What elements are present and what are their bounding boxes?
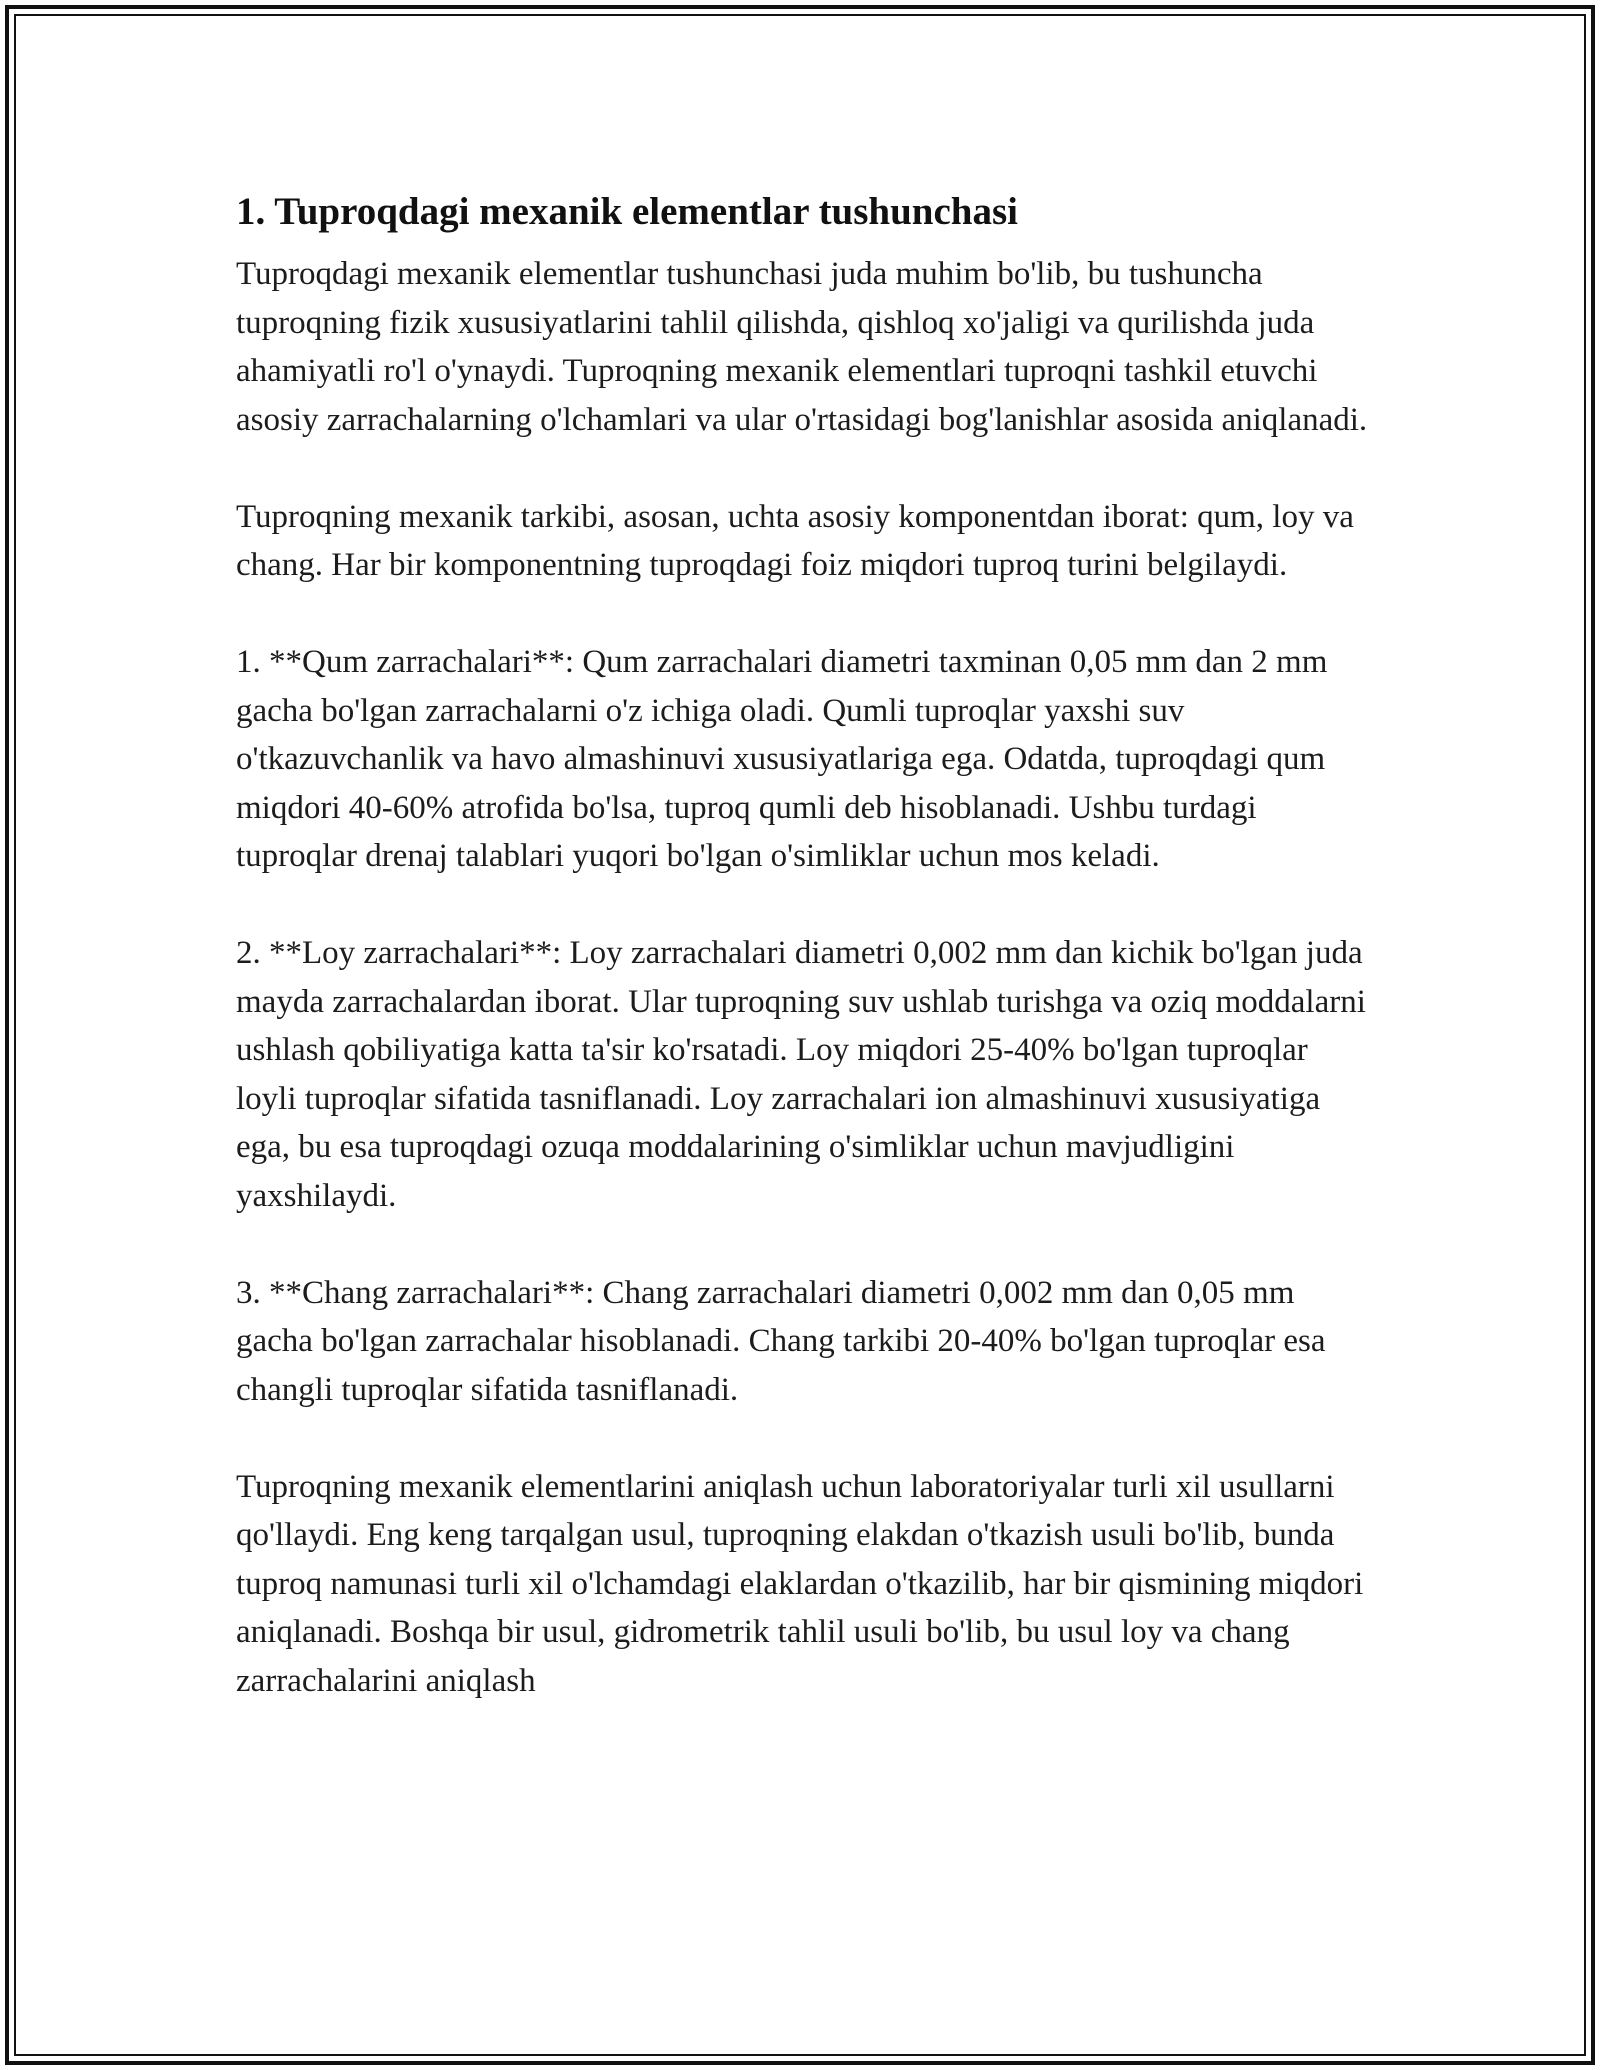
- paragraph-sand: 1. **Qum zarrachalari**: Qum zarrachalari diametri taxminan 0,05 mm dan 2 mm gacha bo'lgan zarrachalarni o'z ichiga oladi. Qumli tuproqlar yaxshi suv o'tkazuvchanlik va havo almashinuvi xususiyatlariga ega. Odatda, tuproqdagi qum miqdori 40-60% atrofida bo'lsa, tuproq qumli deb hisoblanadi. Ushbu turdagi tuproqlar drenaj talablari yuqori bo'lgan o'simliklar uchun mos keladi.: [236, 644, 1328, 874]
- document-body: [236, 184, 1376, 1754]
- paragraph-methods: Tuproqning mexanik elementlarini aniqlash uchun laboratoriyalar turli xil usullarni qo'llaydi. Eng keng tarqalgan usul, tuproqning elakdan o'tkazish usuli bo'lib, bunda tuproq namunasi turli xil o'lchamdagi elaklardan o'tkazilib, har bir qismining miqdori aniqlanadi. Boshqa bir usul, gidrometrik tahlil usuli bo'lib, bu usul loy va chang zarrachalarini aniqlash: [236, 1468, 1364, 1699]
- paragraph-silt: 3. **Chang zarrachalari**: Chang zarrachalari diametri 0,002 mm dan 0,05 mm gacha bo'lgan zarrachalar hisoblanadi. Chang tarkibi 20-40% bo'lgan tuproqlar esa changli tuproqlar sifatida tasniflanadi.: [236, 1274, 1326, 1408]
- paragraph-composition: Tuproqning mexanik tarkibi, asosan, uchta asosiy komponentdan iborat: qum, loy va chang. Har bir komponentning tuproqdagi foiz miqdori tuproq turini belgilaydi.: [236, 498, 1354, 583]
- paragraph-clay: 2. **Loy zarrachalari**: Loy zarrachalari diametri 0,002 mm dan kichik bo'lgan juda mayda zarrachalardan iborat. Ular tuproqning suv ushlab turishga va oziq moddalarni ushlash qobiliyatiga katta ta'sir ko'rsatadi. Loy miqdori 25-40% bo'lgan tuproqlar loyli tuproqlar sifatida tasniflanadi. Loy zarrachalari ion almashinuvi xususiyatiga ega, bu esa tuproqdagi ozuqa moddalarining o'simliklar uchun mavjudligini yaxshilaydi.: [236, 935, 1366, 1214]
- paragraph-intro: Tuproqdagi mexanik elementlar tushunchasi juda muhim bo'lib, bu tushuncha tuproqning fizik xususiyatlarini tahlil qilishda, qishloq xo'jaligi va qurilishda juda ahamiyatli ro'l o'ynaydi. Tuproqning mexanik elementlari tuproqni tashkil etuvchi asosiy zarrachalarning o'lchamlari va ular o'rtasidagi bog'lanishlar asosida aniqlanadi.: [236, 256, 1368, 438]
- section-heading: 1. Tuproqdagi mexanik elementlar tushunchasi: [236, 190, 1018, 233]
